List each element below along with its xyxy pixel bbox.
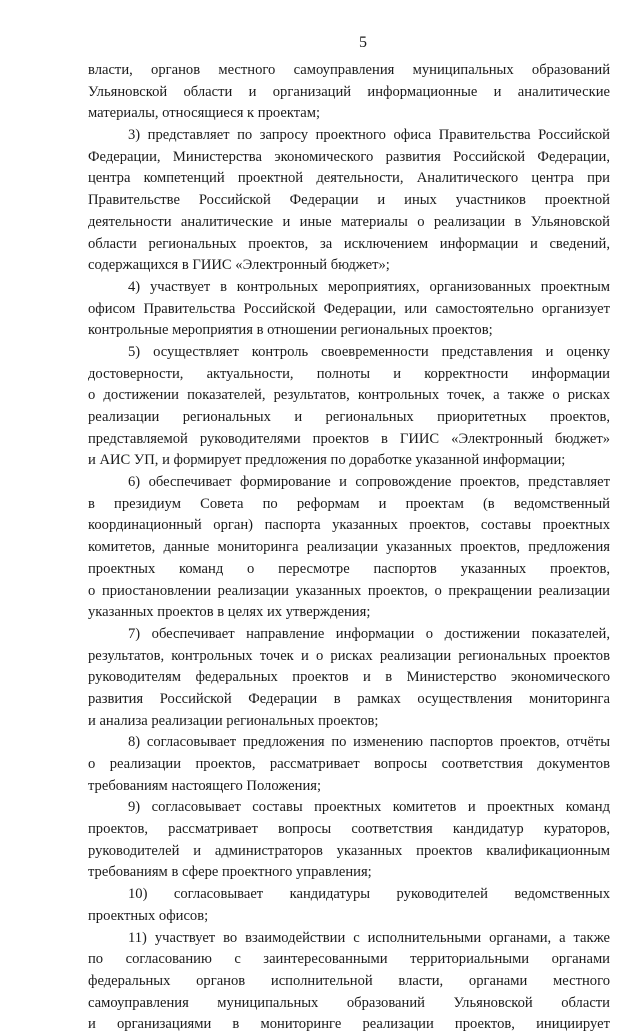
text-line: представляемой руководителями проектов в ГИИС «Электронный бюджет»	[88, 430, 610, 447]
text-line: 11) участвует во взаимодействии с исполнительными органами, а также	[128, 929, 610, 946]
text-line: требованиям настоящего Положения;	[88, 777, 322, 794]
text-line: развития Российской Федерации в рамках осуществления мониторинга	[88, 690, 610, 707]
text-line: деятельности аналитические и иные материалы о реализации в Ульяновской	[88, 213, 610, 230]
text-line: руководителям федеральных проектов и в Министерство экономического	[88, 669, 610, 686]
text-line: в президиум Совета по реформам и проектам (в ведомственный	[88, 495, 610, 512]
text-line: федеральных органов исполнительной власти, органами местного	[88, 972, 610, 989]
text-line: требованиям в сфере проектного управления;	[88, 864, 372, 881]
text-line: Правительстве Российской Федерации и иных участников проектной	[88, 192, 610, 209]
text-line: проектных команд о пересмотре паспортов указанных проектов,	[88, 560, 610, 577]
text-line: самоуправления муниципальных образований Ульяновской области	[88, 994, 610, 1011]
text-line: реализации региональных и региональных приоритетных проектов,	[88, 409, 610, 425]
text-line: и АИС УП, и формирует предложения по доработке указанной информации;	[88, 452, 566, 469]
text-line: Ульяновской области и организаций информационные и аналитические	[88, 83, 610, 100]
text-line: 7) обеспечивает направление информации о достижении показателей,	[128, 625, 610, 642]
text-line: по согласованию с заинтересованными территориальными органами	[88, 951, 610, 968]
text-line: руководителей и администраторов указанных проектов квалификационным	[88, 842, 610, 859]
text-line: проектов, рассматривает вопросы соответствия кандидатур кураторов,	[88, 821, 610, 838]
text-line: содержащихся в ГИИС «Электронный бюджет»;	[88, 257, 390, 274]
text-line: проектных офисов;	[88, 907, 209, 924]
text-line: власти, органов местного самоуправления муниципальных образований	[88, 62, 610, 78]
text-line: и анализа реализации региональных проектов;	[88, 712, 379, 729]
text-line: достоверности, актуальности, полноты и корректности информации	[88, 365, 610, 382]
text-line: центра компетенций проектной деятельности, Аналитического центра при	[88, 170, 610, 187]
text-line: Федерации, Министерства экономического развития Российской Федерации,	[88, 148, 610, 165]
text-line: указанных проектов в целях их утверждения;	[88, 604, 371, 621]
text-line: 10) согласовывает кандидатуры руководителей ведомственных	[128, 886, 610, 903]
text-line: комитетов, данные мониторинга реализации указанных проектов, предложения	[88, 539, 610, 556]
text-line: результатов, контрольных точек и о рисках реализации региональных проектов	[88, 647, 610, 664]
text-line: 8) согласовывает предложения по изменению паспортов проектов, отчёты	[128, 734, 610, 751]
text-line: о реализации проектов, рассматривает вопросы соответствия документов	[88, 756, 610, 772]
text-line: координационный орган) паспорта указанных проектов, составы проектных	[88, 517, 610, 534]
text-line: контрольные мероприятия в отношении региональных проектов;	[88, 322, 493, 339]
text-line: о достижении показателей, результатов, контрольных точек, а также о рисках	[88, 387, 610, 404]
document-body	[88, 60, 610, 1036]
text-line: о приостановлении реализации указанных проектов, о прекращении реализации	[88, 582, 610, 599]
page-number: 5	[359, 34, 367, 51]
text-line: области региональных проектов, за исключением информации и сведений,	[88, 235, 610, 252]
text-line: 5) осуществляет контроль своевременности представления и оценку	[128, 343, 610, 360]
text-line: 3) представляет по запросу проектного офиса Правительства Российской	[128, 127, 610, 144]
text-line: материалы, относящиеся к проектам;	[88, 105, 321, 122]
text-line: 9) согласовывает составы проектных комитетов и проектных команд	[128, 799, 610, 816]
text-line: 4) участвует в контрольных мероприятиях, организованных проектным	[128, 278, 610, 295]
text-line: 6) обеспечивает формирование и сопровождение проектов, представляет	[128, 474, 610, 491]
text-line: и организациями в мониторинге реализации проектов, инициирует	[88, 1016, 610, 1033]
text-line: офисом Правительства Российской Федерации, или самостоятельно организует	[88, 300, 610, 317]
